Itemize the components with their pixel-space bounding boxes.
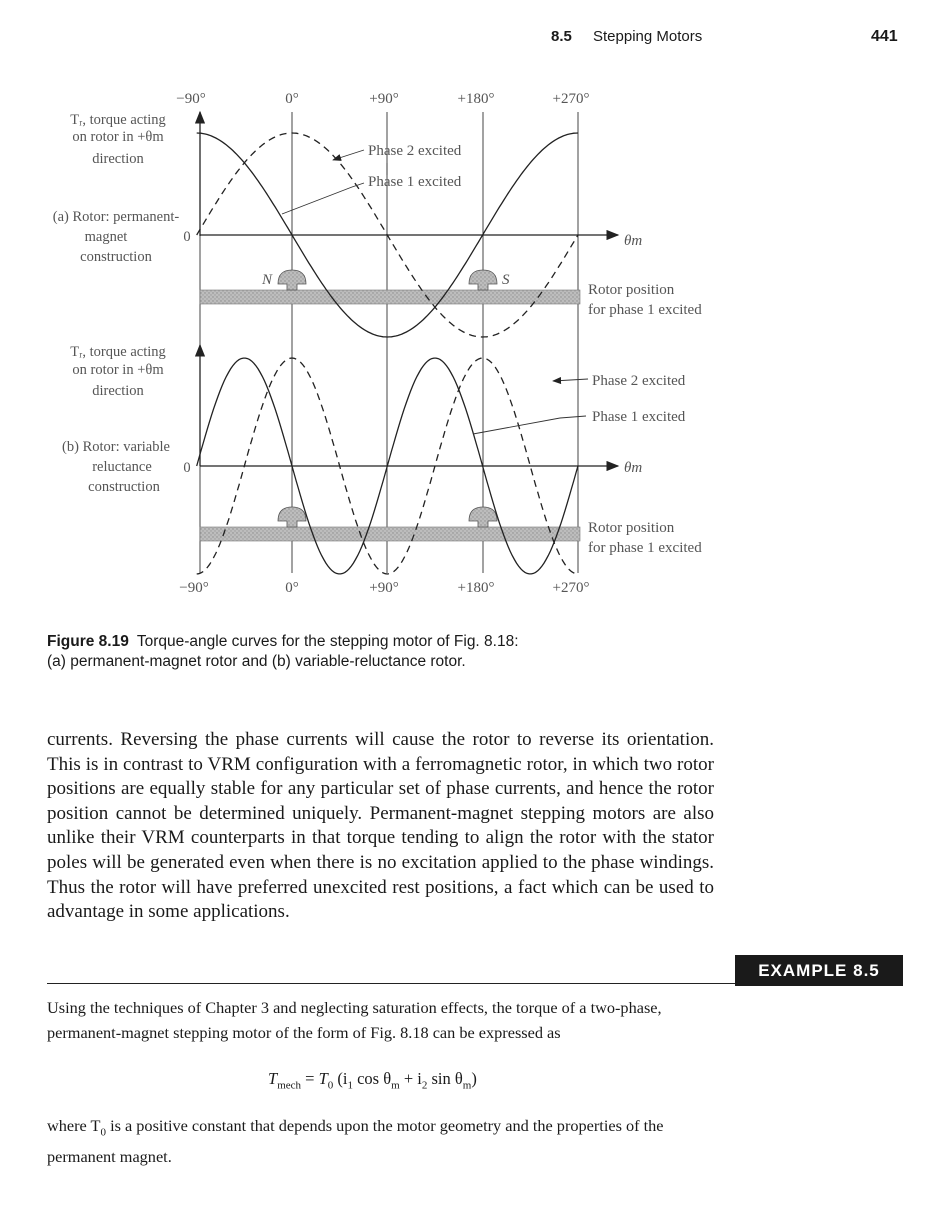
section-number: 8.5	[551, 28, 572, 45]
example-text2-part: 0	[100, 1126, 106, 1139]
leader-phase1-a	[282, 183, 364, 214]
panel-b-title: construction	[88, 479, 160, 495]
panel-a-title: (a) Rotor: permanent-	[52, 209, 180, 225]
panel-a-ylabel: direction	[92, 151, 144, 167]
caption-text: Torque-angle curves for the stepping motor of Fig. 8.18:	[136, 633, 519, 650]
top-tick-label: +90°	[369, 91, 399, 107]
panel-b-ylabel: on rotor in +θm	[72, 362, 164, 378]
panel-a-title: construction	[80, 249, 152, 265]
pole-s-label: S	[502, 272, 510, 288]
pole-n-label: N	[262, 272, 273, 288]
pole-1-b	[278, 507, 306, 527]
eq-part: m	[462, 1079, 472, 1092]
running-head	[0, 28, 936, 48]
bottom-tick-label: 0°	[285, 580, 299, 596]
leader-phase2-b	[553, 379, 588, 381]
section-title: Stepping Motors	[593, 28, 703, 45]
panel-a-ylabel: on rotor in +θm	[72, 129, 164, 145]
rotor-label-b: Rotor position	[588, 520, 675, 536]
pole-n-a	[278, 270, 306, 290]
eq-part: =	[301, 1069, 319, 1088]
eq-part: 1	[347, 1079, 353, 1092]
leader-phase1-b	[473, 416, 586, 434]
example-text2-part: where T	[47, 1116, 101, 1135]
bottom-tick-label: −90°	[179, 580, 209, 596]
bottom-tick-label: +90°	[369, 580, 399, 596]
bottom-tick-label: +270°	[552, 580, 590, 596]
example-rule	[47, 983, 735, 984]
figure-8-19	[0, 80, 936, 610]
top-tick-label: +180°	[457, 91, 495, 107]
panel-b-ylabel: direction	[92, 383, 144, 399]
top-tick-label: +270°	[552, 91, 590, 107]
eq-part: 0	[327, 1079, 334, 1092]
panel-b-title: (b) Rotor: variable	[62, 439, 170, 455]
panel-b-zero: 0	[183, 460, 191, 476]
panel-a-zero: 0	[183, 229, 191, 245]
caption-label: Figure 8.19	[47, 633, 129, 650]
eq-part: mech	[277, 1079, 302, 1092]
leader-phase2-a	[333, 150, 364, 160]
eq-part: cos θ	[352, 1069, 392, 1088]
eq-part: + i	[399, 1069, 422, 1088]
rotor-label-b: for phase 1 excited	[588, 540, 702, 556]
pole-s-a	[469, 270, 497, 290]
page-number: 441	[871, 28, 898, 45]
eq-part: m	[391, 1079, 400, 1092]
torque-equation	[268, 1069, 477, 1091]
body-paragraph: currents. Reversing the phase currents will cause the rotor to reverse its orientation. This is in contrast to VRM configuration with a ferromagnetic rotor, in which two rotor positions are equally stable for any particular set of phase currents, and hence the rotor position cannot be determined uniquely. Permanent-magnet stepping motors are also unlike their VRM counterparts in that torque tending to align the rotor with the stator poles will be generated even when there is no excitation applied to the phase windings. Thus the rotor will have preferred unexcited rest positions, a fact which can be used to advantage in some applications.	[47, 729, 714, 923]
panel-b-title: reluctance	[92, 459, 152, 475]
panel-a-ylabel: Tᵣ, torque acting	[70, 112, 166, 128]
panel-b-ylabel: Tᵣ, torque acting	[70, 344, 166, 360]
annotation-phase1-b: Phase 1 excited	[592, 409, 686, 425]
rotor-label-a: for phase 1 excited	[588, 302, 702, 318]
figure-caption	[47, 632, 747, 672]
rotor-label-a: Rotor position	[588, 282, 675, 298]
eq-part: 2	[421, 1079, 428, 1092]
panel-a-title: magnet	[84, 229, 128, 245]
eq-part: (i	[333, 1069, 348, 1088]
example-badge: EXAMPLE 8.5	[735, 955, 903, 986]
top-tick-label: 0°	[285, 91, 299, 107]
axis-theta-a: θm	[624, 233, 643, 249]
top-tick-label: −90°	[176, 91, 206, 107]
rotor-bar-b	[200, 527, 580, 541]
eq-part: T	[318, 1069, 328, 1088]
example-text-2	[47, 1114, 717, 1169]
torque-angle-diagram	[0, 80, 936, 610]
annotation-phase1-a: Phase 1 excited	[368, 174, 462, 190]
caption-text: (a) permanent-magnet rotor and (b) variable-reluctance rotor.	[47, 653, 466, 670]
axis-theta-b: θm	[624, 460, 643, 476]
pole-2-b	[469, 507, 497, 527]
eq-part: sin θ	[427, 1069, 463, 1088]
bottom-tick-label: +180°	[457, 580, 495, 596]
rotor-bar-a	[200, 290, 580, 304]
eq-part: T	[268, 1069, 278, 1088]
example-text2-part: is a positive constant that depends upon the motor geometry and the properties of the permanent magnet.	[47, 1116, 664, 1166]
eq-part: )	[471, 1069, 477, 1088]
annotation-phase2-a: Phase 2 excited	[368, 143, 462, 159]
annotation-phase2-b: Phase 2 excited	[592, 373, 686, 389]
example-text: Using the techniques of Chapter 3 and neglecting saturation effects, the torque of a two-phase, permanent-magnet stepping motor of the form of Fig. 8.18 can be expressed as	[47, 998, 662, 1042]
